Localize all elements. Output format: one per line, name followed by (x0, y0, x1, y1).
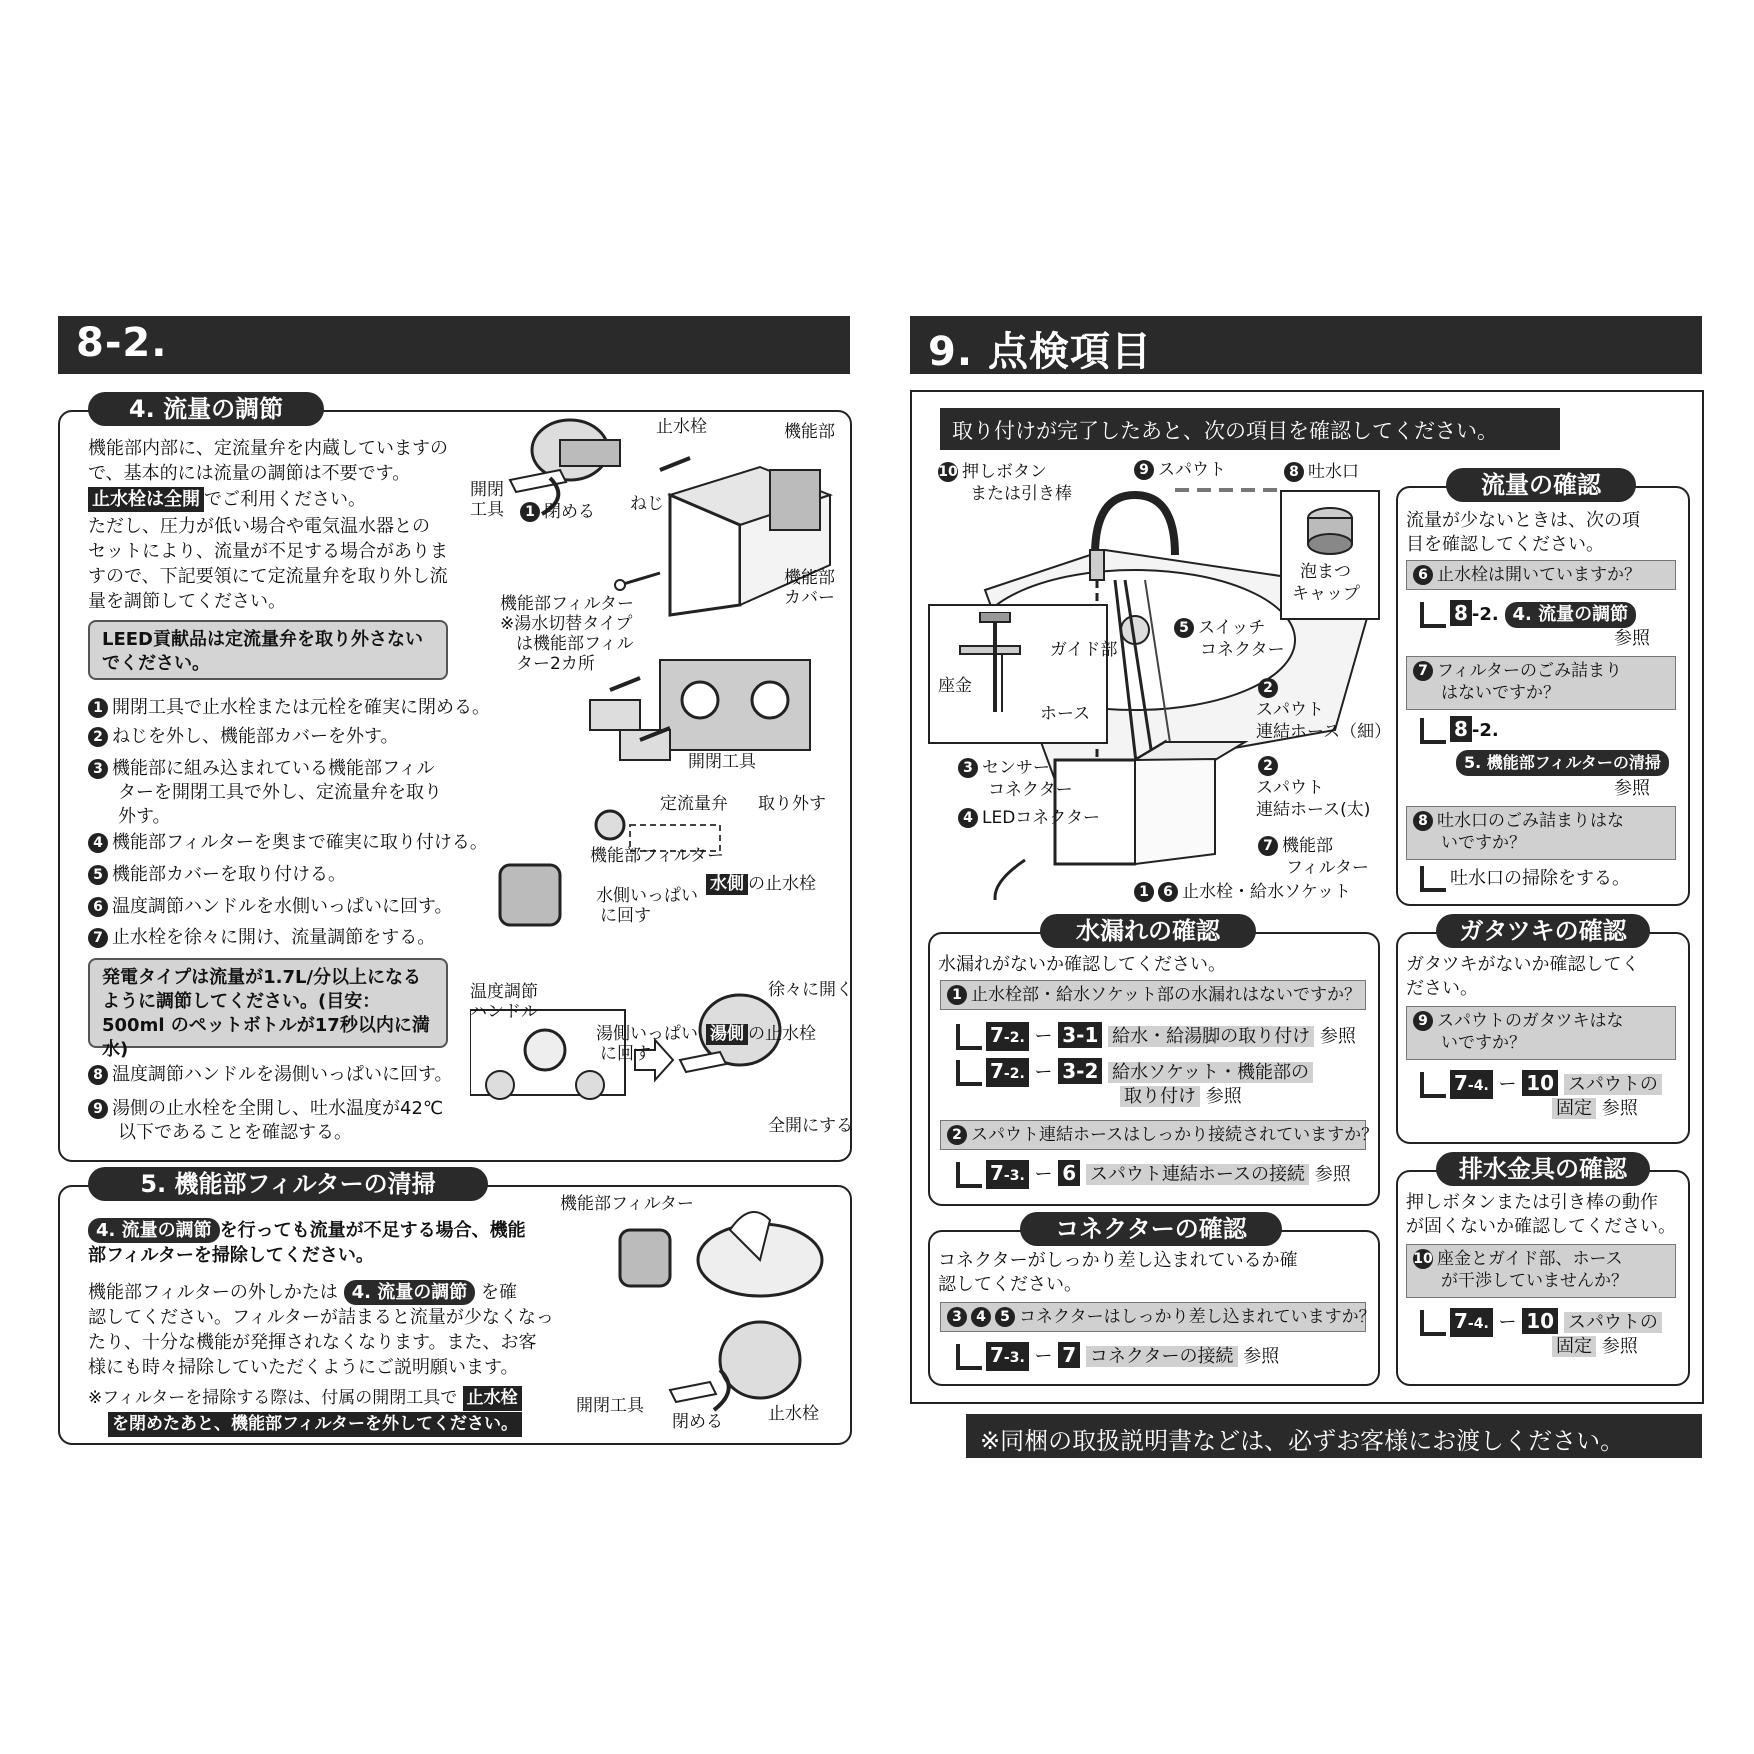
diag-cover-a: 機能部 (784, 568, 835, 588)
step-7 (88, 925, 435, 950)
leak-desc: 水漏れがないか確認してください。 (938, 954, 1226, 975)
flow-ref-1-num: 8 (1450, 600, 1472, 626)
gata-q9-num: 9 (1413, 1011, 1433, 1031)
label-9-num: 9 (1134, 460, 1154, 480)
step-8-text: 温度調節ハンドルを湯側いっぱいに回す。 (112, 1064, 453, 1085)
leak-r2b-text: 取り付け (1120, 1086, 1200, 1107)
filter-clean-p2b: 認してください。フィルターが詰まると流量が少なくなっ (88, 1307, 554, 1328)
filter-clean-p2a-text: 機能部フィルターの外しかたは (88, 1282, 338, 1303)
flow-intro-5: すので、下記要領にて定流量弁を取り外し流 (88, 566, 448, 587)
label-3b: コネクター (988, 780, 1073, 800)
diag-valve: 定流量弁 (660, 794, 728, 814)
leak-r2-k2: 3-2 (1058, 1058, 1102, 1084)
ref-arrow-icon-5 (956, 1060, 982, 1086)
step-3b: ターを開閉工具で外し、定流量弁を取り (118, 782, 442, 803)
diag-cover-b: カバー (784, 588, 835, 608)
ref-arrow-icon-2 (1420, 718, 1446, 744)
diag-hot-tap (706, 1024, 816, 1045)
flow-ref-2-num: 8 (1450, 716, 1472, 742)
leak-q2 (940, 1120, 1379, 1150)
flow-q8-num: 8 (1413, 811, 1433, 831)
diag-kougu: 工具 (470, 500, 504, 520)
inspection-intro-text: 取り付けが完了したあと、次の項目を確認してください。 (952, 419, 1498, 443)
leak-r2-text: 給水ソケット・機能部の (1108, 1062, 1313, 1083)
leed-note: LEED貢献品は定流量弁を取り外さない でください。 (88, 620, 448, 680)
leak-q1 (940, 980, 1366, 1010)
step-6-number: 6 (88, 897, 108, 917)
connector-check-title: コネクターの確認 (1020, 1212, 1282, 1246)
diag-slowly: 徐々に開く (768, 980, 853, 1000)
leak-r2-sansho: 参照 (1205, 1086, 1242, 1107)
label-5-a: スイッチ (1198, 618, 1266, 638)
label-5b: コネクター (1200, 640, 1285, 660)
drain-inset-illustration (940, 612, 1040, 722)
label-guide (1050, 640, 1118, 661)
step-5 (88, 862, 346, 887)
leak-r1: 7-2. ー 3-1 給水・給湯脚の取り付け 参照 (956, 1022, 1356, 1051)
label-7-num: 7 (1258, 836, 1278, 856)
flow-q6-num: 6 (1413, 565, 1433, 585)
diag-neji: ねじ (630, 494, 664, 514)
ref-arrow-icon-9 (1420, 1310, 1446, 1336)
label-7-a: 機能部 (1282, 836, 1333, 856)
hot-tap-suffix: の止水栓 (748, 1024, 816, 1044)
diag-step-1: 1 (520, 502, 540, 522)
drain-desc2: が固くないか確認してください。 (1406, 1216, 1676, 1237)
label-8-num: 8 (1284, 462, 1304, 482)
leak-q2-text: スパウト連結ホースはしっかり接続されていますか？ (971, 1125, 1379, 1145)
step-7-text: 止水栓を徐々に開け、流量調節をする。 (112, 927, 436, 948)
diag-filter-b: ※湯水切替タイプ (500, 614, 633, 634)
diag-close-text: 閉める (544, 502, 595, 522)
gata-sansho: 参照 (1601, 1098, 1638, 1119)
diag-water-tap (706, 874, 816, 895)
aerator-b: キャップ (1292, 584, 1360, 604)
gata-ref-a: スパウトの (1564, 1074, 1662, 1095)
step-6 (88, 894, 453, 919)
gata-desc1: ガタツキがないか確認してく (1406, 954, 1640, 975)
connector-q (940, 1302, 1376, 1332)
label-hose: ホース (1040, 704, 1091, 724)
flow-q6-text: 止水栓は開いていますか？ (1437, 565, 1641, 585)
gata-ref-b (1552, 1096, 1638, 1122)
filter-clean-p3b (108, 1412, 522, 1437)
generator-note: 発電タイプは流量が1.7L/分以上になる ように調節してください。(目安：500ml のペットボトルが17秒以内に満水) (88, 958, 448, 1048)
label-2-thin (1258, 678, 1282, 699)
drain-q10 (1406, 1244, 1676, 1298)
flow-check-desc1: 流量が少ないときは、次の項 (1406, 510, 1640, 531)
connector-q-text: コネクターはしっかり差し込まれていますか？ (1019, 1307, 1376, 1327)
label-10b: または引き棒 (970, 484, 1072, 504)
step-3c: 外す。 (118, 806, 171, 827)
ref-arrow-icon (1420, 602, 1446, 628)
label-10 (938, 462, 1047, 483)
connector-desc1: コネクターがしっかり差し込まれているか確 (938, 1250, 1298, 1271)
leak-r2: 7-2. ー 3-2 給水ソケット・機能部の (956, 1058, 1313, 1087)
diag-filter-c: は機能部フィル (516, 634, 634, 654)
step-9-number: 9 (88, 1099, 108, 1119)
label-2-thick-num: 2 (1258, 756, 1278, 776)
gata-desc2: ださい。 (1406, 978, 1478, 999)
label-8 (1284, 462, 1359, 483)
flow-q8 (1406, 806, 1676, 860)
drain-ref-b (1552, 1334, 1638, 1360)
gata-ref-k: 7-4. (1450, 1070, 1493, 1099)
step-2-text: ねじを外し、機能部カバーを外す。 (112, 726, 399, 747)
label-16 (1134, 882, 1351, 903)
flow-ref-2-sub: -2. (1471, 720, 1499, 741)
label-2a: スパウト (1256, 700, 1324, 720)
fig-filter: 機能部フィルター (560, 1194, 694, 1214)
step-3-text: 機能部に組み込まれている機能部フィル (112, 758, 435, 779)
step-1 (88, 695, 490, 720)
label-16-text: 止水栓・給水ソケット (1182, 882, 1351, 902)
leak-q2-num: 2 (947, 1125, 967, 1145)
flow-intro-open (88, 487, 366, 512)
flow-q8-a: 吐水口のごみ詰まりはな (1437, 811, 1624, 831)
step-6-text: 温度調節ハンドルを水側いっぱいに回す。 (112, 896, 453, 917)
hot-tap-tag: 湯側 (706, 1024, 748, 1045)
fig-tool: 開閉工具 (576, 1396, 644, 1416)
filter-clean-p3a (88, 1386, 522, 1411)
ref-arrow-icon-8 (956, 1344, 982, 1370)
flow-ref-1-sansho: 参照 (1614, 628, 1650, 649)
flow-q8-b: いですか？ (1441, 833, 1526, 853)
label-8-text: 吐水口 (1308, 462, 1359, 482)
step-1-number: 1 (88, 698, 108, 718)
diag-hot-side: 湯側いっぱい (596, 1024, 698, 1044)
drain-q10-a: 座金とガイド部、ホース (1437, 1249, 1623, 1269)
diag-temp-a: 温度調節 (470, 982, 538, 1002)
label-2-num: 2 (1258, 678, 1278, 698)
ref-pill-flow-2: 4. 流量の調節 (344, 1280, 476, 1305)
leak-r3-k: 7-3. (986, 1160, 1029, 1189)
filter-clean-p2c: たり、十分な機能が発揮されなくなります。また、お客 (88, 1332, 537, 1353)
aerator-a: 泡まつ (1300, 562, 1351, 582)
filter-clean-p2a-suffix: を確 (480, 1282, 517, 1303)
step-9b: 以下であることを確認する。 (118, 1122, 352, 1143)
filter-clean-p3a-text: ※フィルターを掃除する際は、付属の開閉工具で (88, 1388, 458, 1408)
ref-arrow-icon-4 (956, 1024, 982, 1050)
flow-clean (1420, 866, 1630, 892)
footer-note-text: ※同梱の取扱説明書などは、必ずお客様にお渡しください。 (980, 1427, 1625, 1455)
diag-remove: 取り外す (758, 794, 826, 814)
ref-arrow-icon-6 (956, 1162, 982, 1188)
drain-ref-k2: 10 (1522, 1308, 1558, 1334)
drain-q10-num: 10 (1413, 1251, 1433, 1267)
label-3 (958, 758, 1050, 779)
gata-ref-b-text: 固定 (1552, 1098, 1596, 1119)
section-header-8-2 (58, 316, 850, 374)
filter-clean-p2d: 様にも時々掃除していただくようにご説明願います。 (88, 1357, 519, 1378)
flow-ref-2-pill (1456, 750, 1669, 776)
diag-close (520, 502, 595, 523)
leak-r1-sansho: 参照 (1319, 1026, 1356, 1047)
open-label: 止水栓は全開 (88, 487, 204, 512)
leak-check-title: 水漏れの確認 (1040, 914, 1256, 948)
step-4-text: 機能部フィルターを奥まで確実に取り付ける。 (112, 832, 488, 853)
diag-water-side2: に回す (600, 906, 651, 926)
leak-r3-sansho: 参照 (1314, 1164, 1351, 1185)
diag-kaihei-kougu: 開閉工具 (688, 752, 756, 772)
label-2d: 連結ホース(太) (1256, 800, 1371, 820)
ref-pill-flow: 4. 流量の調節 (88, 1218, 220, 1243)
filter-clean-p1b: 部フィルターを掃除してください。 (88, 1245, 374, 1266)
label-2c: スパウト (1256, 778, 1324, 798)
flow-intro-3: ただし、圧力が低い場合や電気温水器との (88, 516, 430, 537)
label-3-num: 3 (958, 758, 978, 778)
fig-tap: 止水栓 (768, 1404, 819, 1424)
diag-kaihei: 開閉 (470, 480, 504, 500)
diag-temp-b: ハンドル (470, 1002, 538, 1022)
step-8-number: 8 (88, 1065, 108, 1085)
label-4-text: LEDコネクター (982, 808, 1100, 828)
gata-check-title: ガタツキの確認 (1436, 914, 1650, 948)
label-zagane: 座金 (938, 676, 972, 696)
gata-ref: 7-4. ー 10 スパウトの (1420, 1070, 1662, 1099)
flow-adjust-title: 4. 流量の調節 (88, 392, 324, 426)
drain-ref: 7-4. ー 10 スパウトの (1420, 1308, 1662, 1337)
gata-ref-k2: 10 (1522, 1070, 1558, 1096)
diag-filter-label: 機能部フィルター (590, 846, 724, 866)
ref-arrow-icon-3 (1420, 866, 1446, 892)
diag-hot-side2: に回す (600, 1044, 651, 1064)
step-2-number: 2 (88, 727, 108, 747)
flow-intro-6: 量を調節してください。 (88, 591, 286, 612)
leak-q1-text: 止水栓部・給水ソケット部の水漏れはないですか？ (971, 985, 1361, 1005)
flow-check-title: 流量の確認 (1446, 468, 1636, 502)
filter-clean-p1a-text: を行っても流量が不足する場合、機能 (219, 1220, 526, 1241)
step-3-number: 3 (88, 759, 108, 779)
step-7-number: 7 (88, 928, 108, 948)
diag-filter-a: 機能部フィルター (500, 594, 634, 614)
flow-ref-1 (1420, 600, 1636, 628)
diag-shisui: 止水栓 (656, 417, 707, 437)
gata-q9 (1406, 1006, 1676, 1060)
label-7b: フィルター (1286, 858, 1369, 878)
label-10-num: 10 (938, 464, 958, 480)
section-header-9 (910, 316, 1702, 374)
drain-check-title: 排水金具の確認 (1436, 1152, 1650, 1186)
water-tap-suffix: の止水栓 (748, 874, 816, 894)
filter-clean-p3a-tag: 止水栓 (463, 1386, 522, 1411)
gata-q9-b: いですか？ (1441, 1033, 1526, 1053)
label-4-num: 4 (958, 808, 978, 828)
leak-r3-k2: 6 (1058, 1160, 1080, 1186)
filter-clean-p3b-text: を閉めたあと、機能部フィルターを外してください。 (108, 1412, 522, 1437)
label-1-num: 1 (1134, 882, 1154, 902)
label-2-thick (1258, 756, 1282, 777)
fig-close: 閉める (672, 1412, 723, 1432)
connector-ref-text: コネクターの接続 (1086, 1346, 1238, 1367)
diag-water-side: 水側いっぱい (596, 886, 698, 906)
diag-filter-d: ター2カ所 (516, 654, 595, 674)
label-9 (1134, 460, 1226, 481)
flow-intro-1: 機能部内部に、定流量弁を内蔵していますの (88, 438, 448, 459)
connector-sansho: 参照 (1243, 1346, 1280, 1367)
inspection-intro (940, 408, 1560, 450)
flow-ref-2-sansho: 参照 (1614, 778, 1650, 799)
leak-r1-k: 7-2. (986, 1022, 1029, 1051)
connector-ref-k: 7-3. (986, 1342, 1029, 1371)
flow-ref-2-pill-text[interactable]: 5. 機能部フィルターの清掃 (1456, 750, 1669, 776)
flow-q6 (1406, 560, 1676, 590)
label-9-text: スパウト (1158, 460, 1226, 480)
leak-r3: 7-3. ー 6 スパウト連結ホースの接続 参照 (956, 1160, 1351, 1189)
flow-intro-4: セットにより、流量が不足する場合がありま (88, 541, 448, 562)
flow-ref-1-sub: -2. (1471, 604, 1499, 625)
label-2b: 連結ホース（細） (1256, 722, 1392, 742)
drain-ref-k: 7-4. (1450, 1308, 1493, 1337)
step-3a (88, 756, 435, 781)
step-5-number: 5 (88, 865, 108, 885)
connector-q-num3: 3 (947, 1307, 967, 1327)
section-header-title: 8-2. (76, 320, 168, 366)
leak-q1-num: 1 (947, 985, 967, 1005)
filter-clean-p1a (88, 1218, 526, 1243)
leak-r1-text: 給水・給湯脚の取り付け (1108, 1026, 1314, 1047)
step-4 (88, 830, 488, 855)
flow-q7 (1406, 656, 1676, 710)
label-5-num: 5 (1174, 618, 1194, 638)
flow-q7-a: フィルターのごみ詰まり (1437, 661, 1622, 681)
step-8 (88, 1062, 453, 1087)
flow-q7-num: 7 (1413, 661, 1433, 681)
ref-arrow-icon-7 (1420, 1072, 1446, 1098)
drain-ref-a: スパウトの (1564, 1312, 1662, 1333)
step-9a (88, 1096, 443, 1121)
drain-ref-b-text: 固定 (1552, 1336, 1596, 1357)
label-5 (1174, 618, 1265, 639)
aerator-icon (1300, 500, 1360, 560)
connector-ref-k2: 7 (1058, 1342, 1080, 1368)
step-2 (88, 724, 399, 749)
leak-r1-k2: 3-1 (1058, 1022, 1102, 1048)
flow-clean-text: 吐水口の掃除をする。 (1450, 868, 1630, 889)
water-tap-tag: 水側 (706, 874, 748, 895)
connector-q-num5: 5 (995, 1307, 1015, 1327)
leak-r2-k: 7-2. (986, 1058, 1029, 1087)
step-4-number: 4 (88, 833, 108, 853)
diag-full-open: 全開にする (768, 1116, 853, 1136)
label-7 (1258, 836, 1333, 857)
flow-q7-b: はないですか？ (1441, 683, 1560, 703)
filter-clean-title: 5. 機能部フィルターの清掃 (88, 1167, 488, 1201)
label-3-a: センサー (982, 758, 1050, 778)
flow-ref-1-pill[interactable]: 4. 流量の調節 (1505, 602, 1637, 628)
connector-ref: 7-3. ー 7 コネクターの接続 参照 (956, 1342, 1279, 1371)
step-5-text: 機能部カバーを取り付ける。 (112, 864, 346, 885)
gata-q9-a: スパウトのガタツキはな (1437, 1011, 1624, 1031)
filter-clean-p2a (88, 1280, 517, 1305)
connector-q-num4: 4 (971, 1307, 991, 1327)
drain-q10-b: が干渉していませんか？ (1441, 1271, 1628, 1291)
flow-intro-2: で、基本的には流量の調節は不要です。 (88, 463, 411, 484)
label-10-a: 押しボタン (962, 462, 1047, 482)
flow-ref-2 (1420, 716, 1499, 744)
label-guide-text: ガイド部 (1050, 640, 1118, 660)
diag-kinoubu: 機能部 (784, 422, 835, 442)
label-6-num: 6 (1158, 882, 1178, 902)
step-1-text: 開閉工具で止水栓または元栓を確実に閉める。 (112, 697, 490, 718)
footer-note (966, 1414, 1702, 1458)
connector-desc2: 認してください。 (938, 1274, 1082, 1295)
label-4 (958, 808, 1100, 829)
leak-r3-text: スパウト連結ホースの接続 (1086, 1164, 1309, 1185)
section-header-title-9: 9. 点検項目 (928, 329, 1152, 375)
open-suffix: でご利用ください。 (204, 489, 366, 510)
drain-sansho: 参照 (1601, 1336, 1638, 1357)
leak-r2b (1120, 1084, 1242, 1110)
step-9-text: 湯側の止水栓を全開し、吐水温度が42℃ (112, 1098, 444, 1119)
drain-desc1: 押しボタンまたは引き棒の動作 (1406, 1192, 1658, 1213)
flow-check-desc2: 目を確認してください。 (1406, 534, 1604, 555)
